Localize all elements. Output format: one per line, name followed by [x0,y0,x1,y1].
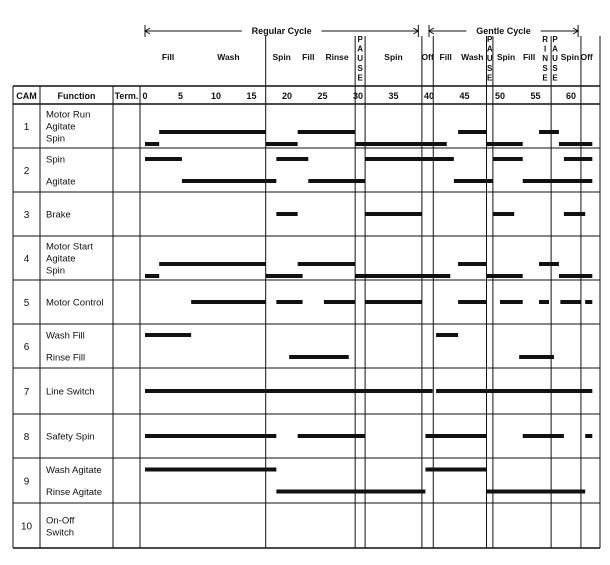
timing-bar [145,389,433,393]
segment-label-letter: N [542,54,548,64]
segment-label-letter: S [487,63,493,73]
timing-bar [365,157,454,161]
segment-label-letter: E [487,73,493,83]
time-tick-label: 40 [423,91,435,101]
timing-bar [289,355,349,359]
timing-bar [560,300,581,304]
segment-label: Wash [217,52,240,62]
time-tick-label: 5 [177,91,184,101]
timing-bar [493,157,523,161]
function-label: Agitate [46,176,76,188]
cam-number: 9 [23,476,30,488]
timing-bar [145,333,191,337]
segment-label: Spin [272,52,291,62]
timing-bar [159,130,266,134]
timing-bar [539,262,559,266]
function-label: Brake [46,209,71,221]
header-term: Term. [114,91,139,101]
cam-number: 8 [23,432,30,443]
time-tick-label: 50 [494,91,506,101]
segment-label-letter: P [552,35,558,44]
timing-bar [355,142,447,146]
segment-label-letter: I [543,44,547,54]
time-tick-label: 0 [142,91,148,101]
segment-label: Spin [496,52,516,62]
segment-label: Spin [384,52,403,62]
timing-bar [559,142,592,146]
segment-label: Fill [522,52,536,62]
cam-number: 6 [23,342,30,353]
function-label: Motor Control [46,297,104,309]
timing-bar [585,300,592,304]
timing-bar [145,157,182,161]
segment-label: Rinse [325,52,349,62]
timing-bar [145,468,276,472]
timing-bar [559,274,592,278]
timing-bar [436,333,458,337]
timing-bar [585,434,592,438]
timing-bar [145,274,159,278]
segment-label: Wash [461,52,484,62]
segment-label-letter: E [542,73,548,83]
segment-label: Fill [439,52,452,62]
function-label: Spin [46,265,66,277]
time-tick-label: 45 [459,91,470,101]
segment-label: Off [580,52,593,62]
function-label: Rinse Fill [46,352,86,364]
timing-bar [145,434,276,438]
timing-bar [266,274,303,278]
segment-label: Fill [161,52,175,62]
timing-bar [487,490,586,494]
segment-label-letter: S [552,63,558,73]
segment-label-letter: A [357,44,364,54]
segment-label-letter: U [357,54,364,64]
timing-bar [298,434,365,438]
cycle-title: Regular Cycle [251,26,312,36]
timing-bar [159,262,266,266]
segment-label-letter: S [357,63,363,73]
time-tick-label: 55 [530,91,541,101]
timing-bar [298,262,356,266]
segment-label-letter: U [486,54,493,64]
timing-bar [539,130,559,134]
cam-number: 4 [23,254,30,265]
time-tick-label: 30 [352,91,364,101]
timing-bar [276,212,297,216]
timing-bar [355,274,450,278]
segment-label: Spin [560,52,580,62]
timing-bar [365,300,422,304]
function-label: Wash Agitate [46,465,102,476]
function-label: Motor Run [46,109,91,121]
time-tick-label: 25 [317,91,328,101]
function-label: Agitate [46,253,76,265]
time-tick-label: 35 [388,91,399,101]
header-function: Function [57,91,96,101]
timing-bar [324,300,355,304]
function-label: Motor Start [46,241,93,253]
segment-label-letter: A [552,44,558,54]
function-label: On-Off Switch [46,515,75,539]
cycle-title: Gentle Cycle [476,26,531,36]
timing-bar [308,179,365,183]
timing-bar [276,490,425,494]
time-tick-label: 20 [281,91,293,101]
timing-bar [487,142,523,146]
segment-label-letter: U [552,54,558,64]
timing-bar [458,300,486,304]
function-label: Spin [46,154,66,166]
function-label: Line Switch [46,386,95,398]
cam-number: 7 [23,387,30,398]
timing-bar [500,300,523,304]
timing-bar [298,130,356,134]
timing-bar [191,300,266,304]
timing-bar [365,212,422,216]
timing-bar [523,434,564,438]
timing-bar [458,262,486,266]
cam-number: 2 [23,166,30,177]
timing-bar [425,468,486,472]
cam-number: 3 [23,210,30,221]
timing-bar [487,274,523,278]
timing-bar [458,130,486,134]
timing-bar [276,300,302,304]
timing-bar [493,212,514,216]
timing-bar [519,355,554,359]
header-cam: CAM [16,91,37,101]
timing-bar [454,179,493,183]
function-label: Wash Fill [46,330,85,342]
timing-bar [436,389,592,393]
timing-bar [266,142,298,146]
chart-content [16,25,593,539]
cam-number: 5 [23,298,30,309]
timing-bar [564,212,585,216]
function-label: Spin [46,133,66,145]
segment-label-letter: S [542,63,548,73]
function-label: Rinse Agitate [46,487,102,498]
time-tick-label: 15 [246,91,257,101]
segment-label: Fill [302,52,315,62]
cam-number: 10 [20,521,33,533]
timing-bar [539,300,549,304]
timing-bar [425,434,486,438]
cam-number: 1 [23,122,30,133]
time-tick-label: 10 [210,91,222,101]
segment-label-letter: P [357,35,363,44]
segment-label-letter: E [552,73,558,83]
function-label: Safety Spin [46,431,95,443]
timing-bar [145,142,159,146]
segment-label-letter: E [357,73,363,83]
segment-label-letter: A [486,44,493,54]
segment-label: Off [421,52,434,62]
timing-bar [182,179,276,183]
timing-bar [276,157,308,161]
timing-bar [564,157,592,161]
function-label: Agitate [46,121,76,133]
timing-bar [523,179,593,183]
segment-label-letter: R [542,35,548,44]
segment-label-letter: P [487,35,493,44]
time-tick-label: 60 [565,91,577,101]
